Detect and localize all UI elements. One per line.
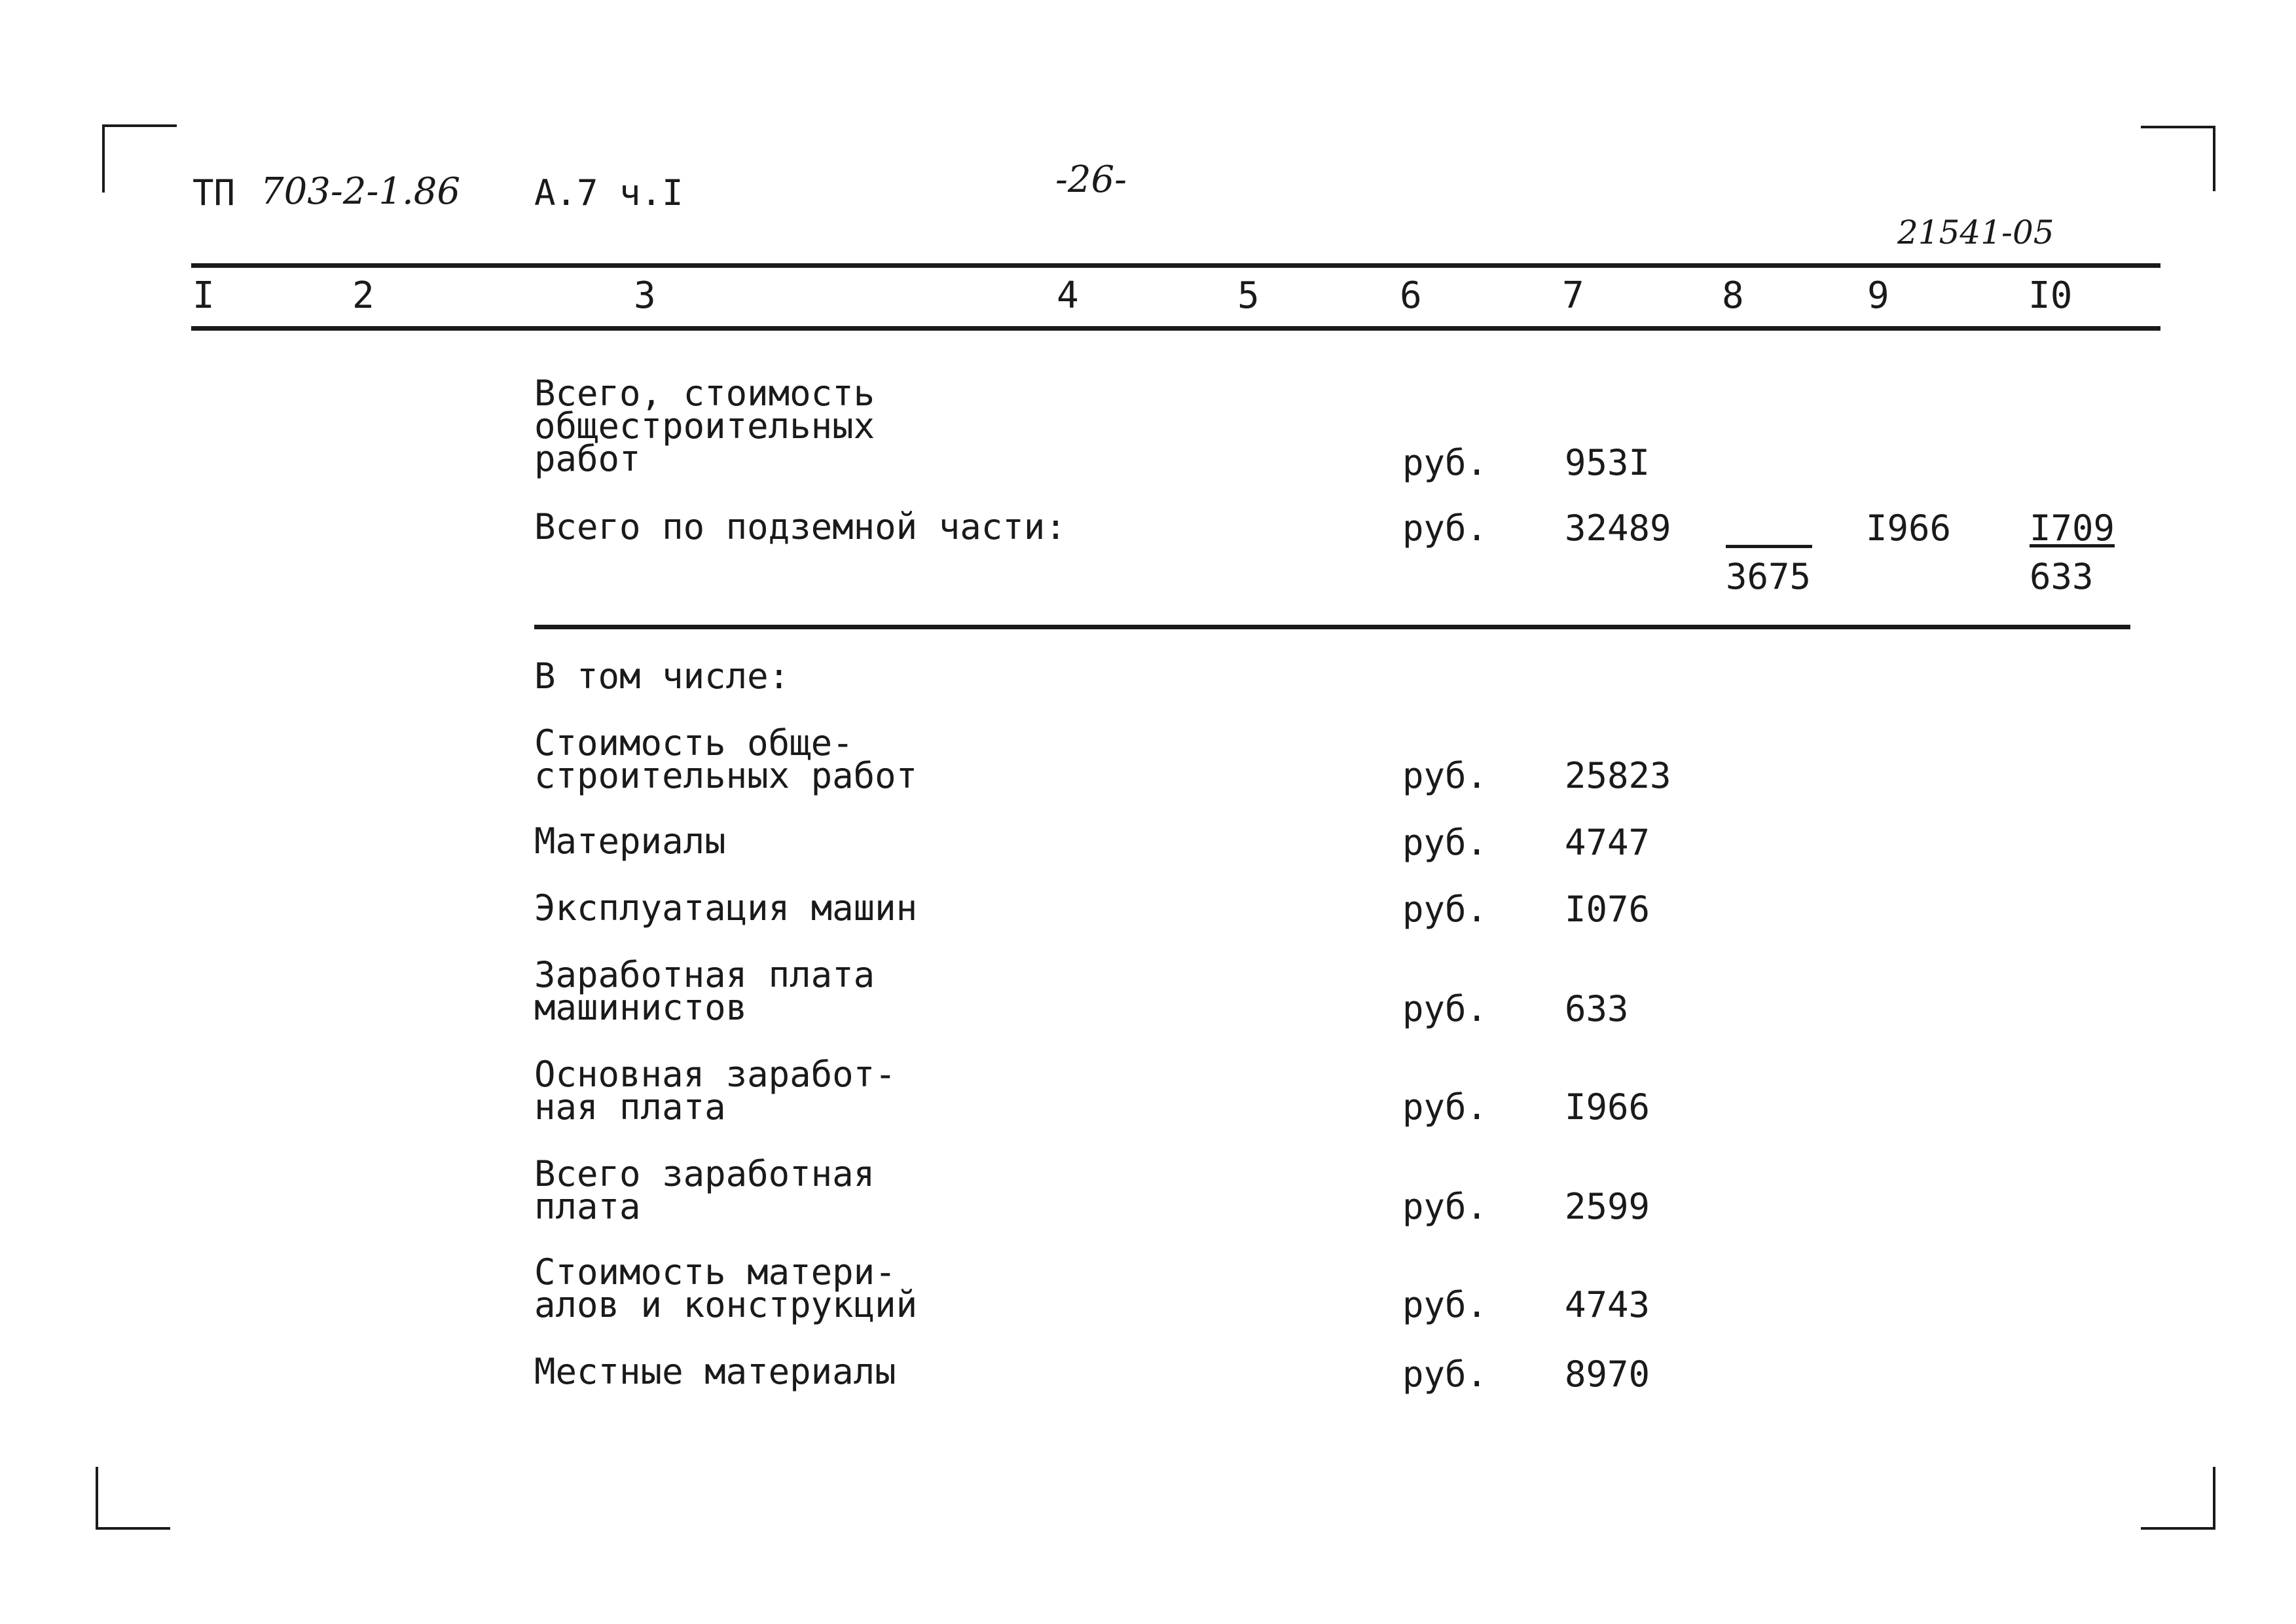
row-unit: руб.: [1402, 507, 1488, 549]
project-prefix: ТП: [192, 172, 236, 213]
page-number: -26-: [1055, 158, 1127, 201]
corner-mark-bottom-left: [96, 1467, 170, 1530]
row-value: 2599: [1565, 1186, 1650, 1227]
header-bottom-rule: [191, 326, 2160, 331]
column-number: 7: [1562, 274, 1584, 317]
row-value: I966: [1565, 1086, 1650, 1128]
col8-value: 3675: [1726, 556, 1812, 597]
column-number: I0: [2028, 274, 2073, 317]
section-rule: [534, 625, 2130, 629]
column-number: 9: [1867, 274, 1889, 317]
corner-mark-top-left: [102, 124, 177, 193]
column-number: 2: [352, 274, 374, 317]
row-unit: руб.: [1402, 755, 1488, 796]
row-label: Стоимость обще- строительных работ: [534, 722, 918, 796]
column-number: 4: [1057, 274, 1079, 317]
row-label: Всего по подземной части:: [534, 506, 1066, 547]
row-unit: руб.: [1402, 988, 1488, 1029]
row-unit: руб.: [1402, 1086, 1488, 1128]
column-number: 5: [1237, 274, 1260, 317]
row-label: Всего заработная плата: [534, 1153, 875, 1227]
row-unit: руб.: [1402, 1186, 1488, 1227]
row-label: Стоимость матери- алов и конструкций: [534, 1251, 918, 1325]
row-unit: руб.: [1402, 822, 1488, 863]
column-number: 6: [1400, 274, 1422, 317]
row-label: Заработная плата машинистов: [534, 954, 875, 1028]
column-number: 3: [634, 274, 656, 317]
row-label: Эксплуатация машин: [534, 887, 918, 929]
column-number: I: [192, 274, 215, 317]
corner-mark-bottom-right: [2141, 1467, 2215, 1530]
row-value: 8970: [1565, 1354, 1650, 1395]
col10-value-top: I709: [2030, 507, 2115, 549]
row-value: 633: [1565, 988, 1629, 1029]
row-value: 4743: [1565, 1284, 1650, 1325]
album-label: А.7 ч.I: [534, 172, 683, 213]
row-label: В том числе:: [534, 655, 790, 697]
row-value: 953I: [1565, 442, 1650, 483]
col10-value-bottom: 633: [2030, 556, 2094, 597]
header-top-rule: [191, 263, 2160, 268]
row-value: 25823: [1565, 755, 1671, 796]
row-label: Местные материалы: [534, 1351, 896, 1392]
inventory-number: 21541-05: [1897, 213, 2054, 251]
row-value: 4747: [1565, 822, 1650, 863]
row-value: 32489: [1565, 507, 1671, 549]
col9-value: I966: [1866, 507, 1952, 549]
row-unit: руб.: [1402, 1354, 1488, 1395]
row-unit: руб.: [1402, 442, 1488, 483]
fraction-bar: [1726, 545, 1812, 548]
corner-mark-top-right: [2141, 126, 2215, 191]
row-label: Основная заработ- ная плата: [534, 1054, 896, 1128]
column-number: 8: [1722, 274, 1744, 317]
row-unit: руб.: [1402, 889, 1488, 930]
row-label: Всего, стоимость общестроительных работ: [534, 373, 875, 479]
row-label: Материалы: [534, 821, 726, 862]
project-code: 703-2-1.86: [261, 170, 461, 213]
row-unit: руб.: [1402, 1284, 1488, 1325]
row-value: I076: [1565, 889, 1650, 930]
